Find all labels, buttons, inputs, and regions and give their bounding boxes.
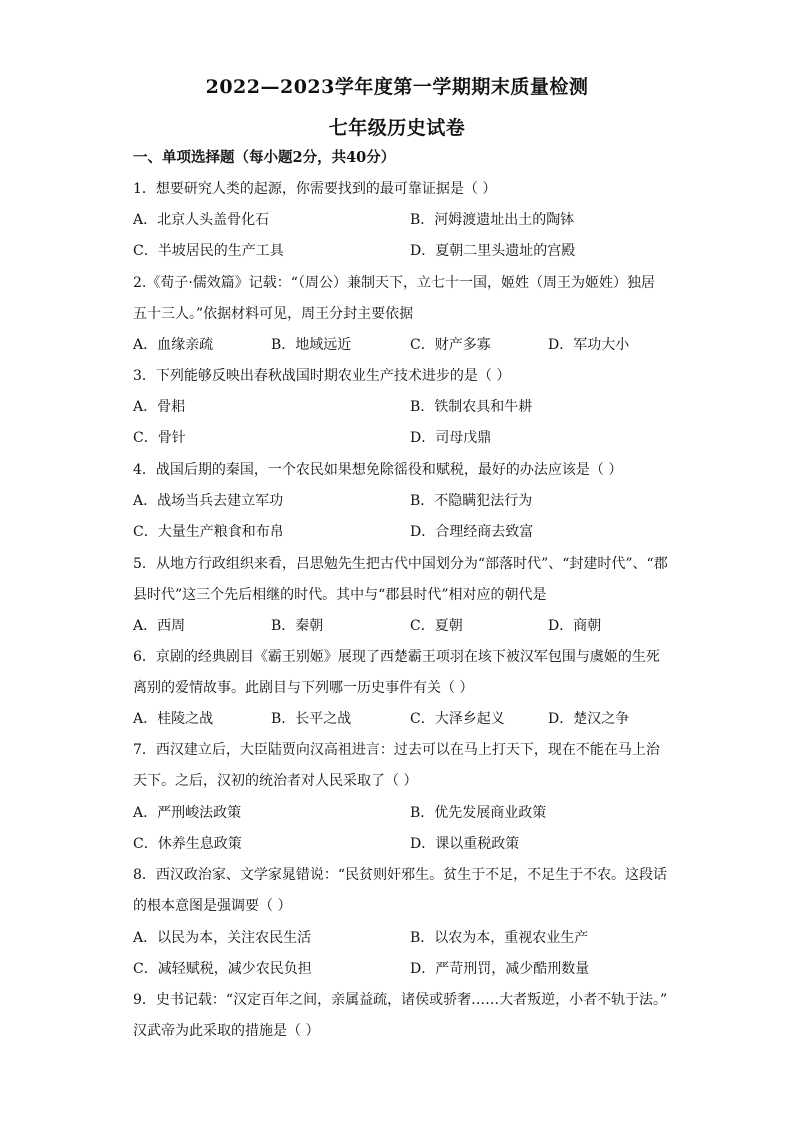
question-1-stem: 1．想要研究人类的起源，你需要找到的最可靠证据是（ ） (133, 181, 497, 197)
question-6-option-b: B．长平之战 (271, 711, 352, 727)
question-7-stem-line2: 天下。之后，汉初的统治者对人民采取了（ ） (133, 773, 418, 789)
question-9-stem-line1: 9．史书记载：“汉定百年之间，亲属益疏，诸侯或骄奢……大者叛逆，小者不轨于法。” (133, 992, 668, 1008)
question-2-option-a: A．血缘亲疏 (133, 337, 214, 353)
question-1-option-a: A．北京人头盖骨化石 (133, 212, 270, 228)
question-5-stem-line1: 5．从地方行政组织来看，吕思勉先生把古代中国划分为“部落时代”、“封建时代”、“郡 (133, 556, 668, 572)
question-4-stem: 4．战国后期的秦国，一个农民如果想免除徭役和赋税，最好的办法应该是（ ） (133, 462, 623, 478)
question-8-option-b: B．以农为本，重视农业生产 (410, 930, 589, 946)
question-5-stem-line2: 县时代”这三个先后相继的时代。其中与“郡县时代”相对应的朝代是 (133, 587, 547, 603)
question-8-option-a: A．以民为本，关注农民生活 (133, 930, 312, 946)
question-8-stem-line1: 8．西汉政治家、文学家晁错说：“民贫则奸邪生。贫生于不足，不足生于不农。这段话 (133, 867, 668, 883)
question-3-option-c: C．骨针 (133, 430, 186, 446)
question-2-option-c: C．财产多寡 (410, 337, 491, 353)
question-4-option-b: B．不隐瞒犯法行为 (410, 493, 533, 509)
question-1-option-d: D．夏朝二里头遗址的宫殿 (410, 243, 576, 259)
question-8-option-d: D．严苛刑罚，减少酷刑数量 (410, 961, 590, 977)
question-7-option-c: C．休养生息政策 (133, 836, 242, 852)
question-1-option-b: B．河姆渡遗址出土的陶钵 (410, 212, 575, 228)
question-8-option-c: C．减轻赋税，减少农民负担 (133, 961, 312, 977)
question-7-option-d: D．课以重税政策 (410, 836, 520, 852)
question-4-option-d: D．合理经商去致富 (410, 524, 534, 540)
question-2-stem-line2: 五十三人。”依据材料可见，周王分封主要依据 (133, 306, 414, 322)
question-9-stem-line2: 汉武帝为此采取的措施是（ ） (133, 1023, 320, 1039)
question-4-option-c: C．大量生产粮食和布帛 (133, 524, 284, 540)
question-5-option-b: B．秦朝 (271, 618, 324, 634)
question-2-option-d: D．军功大小 (548, 337, 630, 353)
question-3-option-a: A．骨耜 (133, 399, 186, 415)
exam-title: 2022—2023学年度第一学期期末质量检测 (205, 76, 589, 98)
question-7-stem-line1: 7．西汉建立后，大臣陆贾向汉高祖进言：过去可以在马上打天下，现在不能在马上治 (133, 742, 660, 758)
question-3-option-d: D．司母戊鼎 (410, 430, 492, 446)
question-3-stem: 3．下列能够反映出春秋战国时期农业生产技术进步的是（ ） (133, 368, 511, 384)
question-7-option-b: B．优先发展商业政策 (410, 805, 547, 821)
question-5-option-a: A．西周 (133, 618, 186, 634)
question-6-stem-line2: 离别的爱情故事。此剧目与下列哪一历史事件有关（ ） (133, 680, 474, 696)
question-6-option-a: A．桂陵之战 (133, 711, 214, 727)
question-7-option-a: A．严刑峻法政策 (133, 805, 242, 821)
question-4-option-a: A．战场当兵去建立军功 (133, 493, 284, 509)
question-1-option-c: C．半坡居民的生产工具 (133, 243, 284, 259)
question-3-option-b: B．铁制农具和牛耕 (410, 399, 533, 415)
question-8-stem-line2: 的根本意图是强调要（ ） (133, 898, 292, 914)
question-2-stem-line1: 2.《荀子·儒效篇》记载：“（周公）兼制天下，立七十一国，姬姓（周王为姬姓）独居 (133, 275, 655, 291)
question-5-option-d: D．商朝 (548, 618, 602, 634)
question-2-option-b: B．地域远近 (271, 337, 352, 353)
section-heading: 一、单项选择题（每小题2分，共40分） (133, 149, 396, 166)
exam-subtitle: 七年级历史试卷 (328, 117, 466, 139)
question-6-stem-line1: 6．京剧的经典剧目《霸王别姬》展现了西楚霸王项羽在垓下被汉军包围与虞姬的生死 (133, 649, 660, 665)
question-6-option-c: C．大泽乡起义 (410, 711, 505, 727)
question-5-option-c: C．夏朝 (410, 618, 463, 634)
question-6-option-d: D．楚汉之争 (548, 711, 630, 727)
